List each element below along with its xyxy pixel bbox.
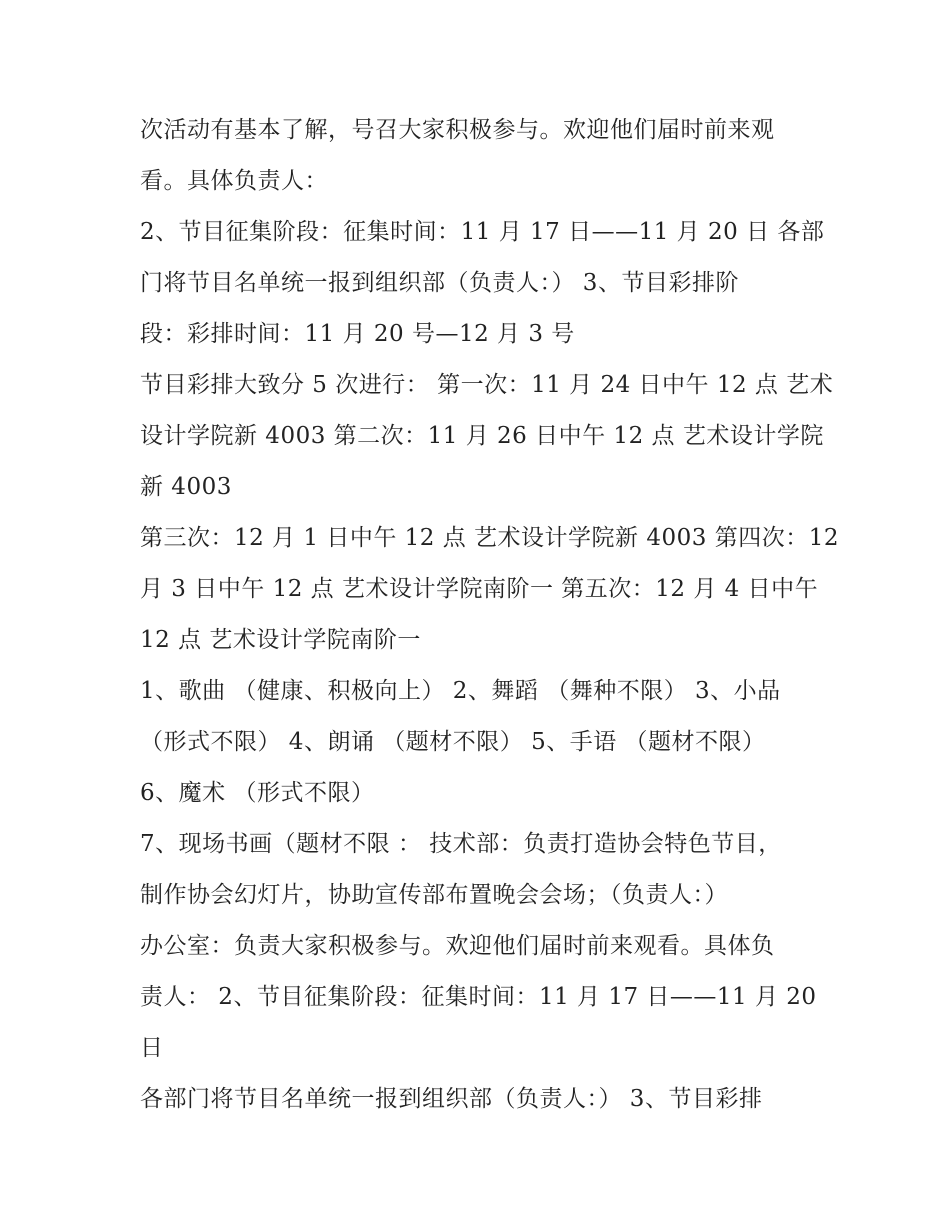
text-line: 7、现场书画（题材不限 ： 技术部：负责打造协会特色节目，	[140, 831, 782, 857]
text-line: 12 点 艺术设计学院南阶一	[140, 627, 421, 653]
text-line: 各部门将节目名单统一报到组织部（负责人：） 3、节目彩排	[140, 1086, 763, 1112]
text-line: 制作协会幻灯片，协助宣传部布置晚会会场；（负责人：）	[140, 882, 728, 908]
text-line: 1、歌曲 （健康、积极向上） 2、舞蹈 （舞种不限） 3、小品	[140, 678, 781, 704]
text-line: 责人： 2、节目征集阶段：征集时间：11 月 17 日——11 月 20	[140, 984, 817, 1010]
text-line: 6、魔术 （形式不限）	[140, 780, 375, 806]
text-line: 次活动有基本了解，号召大家积极参与。欢迎他们届时前来观	[140, 117, 775, 143]
text-line: 第三次：12 月 1 日中午 12 点 艺术设计学院新 4003 第四次：12	[140, 525, 839, 551]
text-line: 办公室：负责大家积极参与。欢迎他们届时前来观看。具体负	[140, 933, 775, 959]
text-line: 段：彩排时间：11 月 20 号—12 月 3 号	[140, 321, 575, 347]
text-line: 2、节目征集阶段：征集时间：11 月 17 日——11 月 20 日 各部	[140, 219, 825, 245]
text-line: 门将节目名单统一报到组织部（负责人：） 3、节目彩排阶	[140, 270, 739, 296]
document-body-text	[140, 105, 839, 1125]
text-line: 看。具体负责人：	[140, 168, 328, 194]
text-line: （形式不限） 4、朗诵 （题材不限） 5、手语 （题材不限）	[140, 729, 766, 755]
text-line: 月 3 日中午 12 点 艺术设计学院南阶一 第五次：12 月 4 日中午	[140, 576, 819, 602]
text-line: 日	[140, 1035, 164, 1061]
text-line: 设计学院新 4003 第二次：11 月 26 日中午 12 点 艺术设计学院	[140, 423, 824, 449]
text-line: 节目彩排大致分 5 次进行： 第一次：11 月 24 日中午 12 点 艺术	[140, 372, 834, 398]
text-line: 新 4003	[140, 474, 232, 500]
